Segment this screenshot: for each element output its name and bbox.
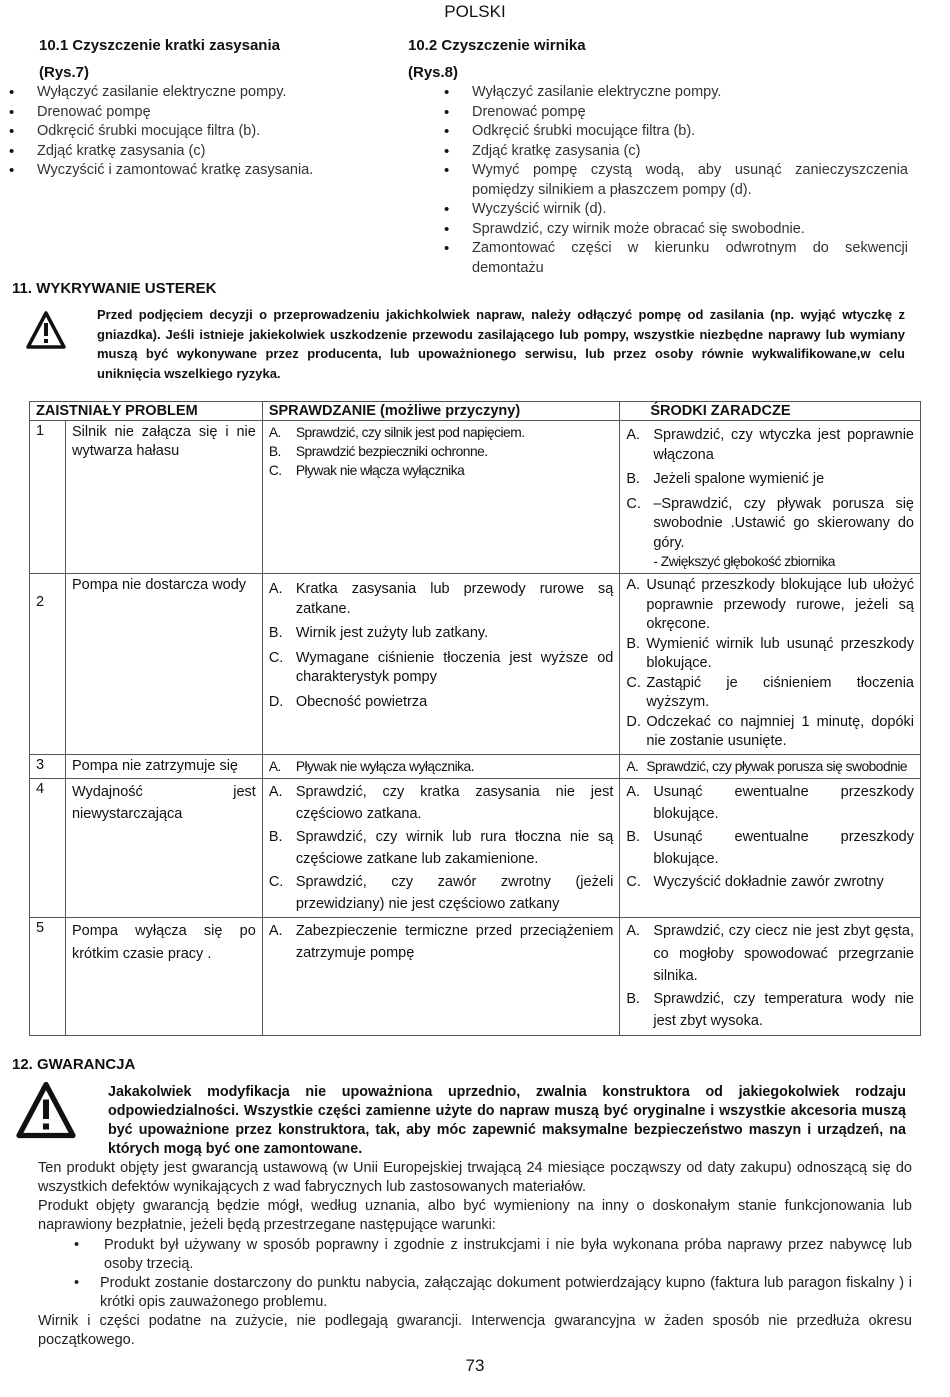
figure-ref: (Rys.8)	[408, 64, 459, 81]
list-item: • Zdjąć kratkę zasysania (c)	[434, 142, 908, 162]
section-10-2	[408, 37, 908, 278]
warranty-conditions-list	[38, 1236, 912, 1312]
section-12-title: 12. GWARANCJA	[12, 1056, 136, 1073]
section-title: 10.2 Czyszczenie wirnika	[408, 37, 586, 54]
list-item: • Odkręcić śrubki mocujące filtra (b).	[0, 122, 399, 142]
figure-ref: (Rys.7)	[39, 64, 90, 81]
checks-cell: A. Pływak nie wyłącza wyłącznika.	[262, 754, 620, 779]
checks-cell: A. Sprawdzić, czy silnik jest pod napięciem. B. Sprawdzić bezpieczniki ochronne. C. Pływak nie włącza wyłącznika	[262, 421, 620, 574]
warranty-warning-text: Jakakolwiek modyfikacja nie upoważniona uprzednio, zwalnia konstruktora od jakiegokolwiek rodzaju odpowiedzialności. Wszystkie części zamienne użyte do napraw muszą być oryginalne i wszystkie akcesoria muszą być upoważnione przez konstruktora, tak, aby móc zapewnić maksymalne bezpieczeństwo maszyn i urządzeń, na których mogą być one zamontowane.	[108, 1084, 906, 1157]
header-remedies: ŚRODKI ZARADCZE	[620, 402, 921, 421]
problem-cell: Silnik nie załącza się i nie wytwarza hałasu	[65, 421, 262, 574]
row-number: 3	[30, 754, 66, 779]
checks-cell: A. Kratka zasysania lub przewody rurowe są zatkane. B. Wirnik jest zużyty lub zatkany. C. Wymagane ciśnienie tłoczenia jest wyższe od charakterystyk pompy D. Obecność powietrza	[262, 574, 620, 755]
remedies-cell: A. Sprawdzić, czy pływak porusza się swobodnie	[620, 754, 921, 779]
list-item: • Sprawdzić, czy wirnik może obracać się swobodnie.	[434, 220, 908, 240]
remedies-cell: A. Sprawdzić, czy wtyczka jest poprawnie włączona B. Jeżeli spalone wymienić je C. –Sprawdzić, czy pływak porusza się swobodnie .Ustawić go skierowany do góry. - Zwiększyć głębokość zbiornika	[620, 421, 921, 574]
instruction-list	[434, 83, 908, 278]
header-problem: ZAISTNIAŁY PROBLEM	[30, 402, 263, 421]
table-row	[30, 421, 921, 574]
table-row	[30, 574, 921, 755]
section-11-title: 11. WYKRYWANIE USTEREK	[12, 280, 217, 297]
checks-cell: A. Sprawdzić, czy kratka zasysania nie jest częściowo zatkana. B. Sprawdzić, czy wirnik lub rura tłoczna nie są częściowe zatkane lub zakamienione. C. Sprawdzić, czy zawór zwrotny (jeżeli przewidziany) nie jest częściowo zatkany	[262, 779, 620, 918]
problem-cell: Pompa nie dostarcza wody	[65, 574, 262, 755]
troubleshooting-table	[29, 401, 921, 1036]
row-number: 1	[30, 421, 66, 574]
list-item: • Zdjąć kratkę zasysania (c)	[0, 142, 399, 162]
table-header-row	[30, 402, 921, 421]
header-checks: SPRAWDZANIE (możliwe przyczyny)	[262, 402, 620, 421]
list-item: • Drenować pompę	[0, 103, 399, 123]
table-row	[30, 779, 921, 918]
warning-icon	[26, 310, 66, 350]
list-item: • Odkręcić śrubki mocujące filtra (b).	[434, 122, 908, 142]
row-number: 4	[30, 779, 66, 918]
table-row	[30, 918, 921, 1036]
list-item: • Drenować pompę	[434, 103, 908, 123]
checks-cell: A. Zabezpieczenie termiczne przed przeciążeniem zatrzymuje pompę	[262, 918, 620, 1036]
warning-icon	[15, 1080, 77, 1140]
remedies-cell: A. Usunąć ewentualne przeszkody blokujące. B. Usunąć ewentualne przeszkody blokujące. C. Wyczyścić dokładnie zawór zwrotny	[620, 779, 921, 918]
row-number: 5	[30, 918, 66, 1036]
section-title: 10.1 Czyszczenie kratki zasysania	[39, 37, 280, 54]
page-number: 73	[465, 1356, 485, 1375]
list-item: • Produkt zostanie dostarczony do punktu nabycia, załączając dokument potwierdzający kupno (faktura lub paragon fiskalny ) i krótki opis zauważonego problemu.	[38, 1274, 912, 1312]
problem-cell: Pompa wyłącza się po krótkim czasie pracy .	[65, 918, 262, 1036]
table-row	[30, 754, 921, 779]
row-number: 2	[30, 574, 66, 755]
remedies-cell: A. Sprawdzić, czy ciecz nie jest zbyt gęsta, co mogłoby spowodować przegrzanie silnika. B. Sprawdzić, czy temperatura wody nie jest zbyt wysoka.	[620, 918, 921, 1036]
list-item: • Wymyć pompę czystą wodą, aby usunąć zanieczyszczenia pomiędzy silnikiem a płaszczem pompy (d).	[434, 161, 908, 200]
warranty-paragraph: Wirnik i części podatne na zużycie, nie podlegają gwarancji. Interwencja gwarancyjna w żaden sposób nie przedłuża okresu początkowego.	[38, 1313, 912, 1348]
list-item: • Wyłączyć zasilanie elektryczne pompy.	[434, 83, 908, 103]
list-item: • Wyłączyć zasilanie elektryczne pompy.	[0, 83, 399, 103]
list-item: • Wyczyścić i zamontować kratkę zasysania.	[0, 161, 399, 181]
section-10-1	[39, 37, 399, 181]
warning-text: Przed podjęciem decyzji o przeprowadzeniu jakichkolwiek napraw, należy odłączyć pompę od zasilania (np. wyjąć wtyczkę z gniazdka). Jeśli istnieje jakiekolwiek uszkodzenie przewodu zasilającego lub pompy, wszystkie niezbędne naprawy lub wymiany muszą być wykonywane przez producenta, lub upoważnionego serwisu, lub przez osoby równie wykwalifikowane,w celu uniknięcia wszelkiego ryzyka.	[97, 307, 905, 381]
warranty-paragraph: Ten produkt objęty jest gwarancją ustawową (w Unii Europejskiej trwającą 24 miesiące począwszy od daty zakupu) odnoszącą się do wszystkich defektów wynikających z wad fabrycznych lub zastosowanych materiałów.	[38, 1160, 912, 1195]
list-item: • Wyczyścić wirnik (d).	[434, 200, 908, 220]
warranty-paragraph: Produkt objęty gwarancją będzie mógł, według uznania, albo być wymieniony na inny o doskonałym stanie funkcjonowania lub naprawiony bezpłatnie, jeżeli będą przestrzegane następujące warunki:	[38, 1198, 912, 1233]
instruction-list	[0, 83, 399, 181]
remedies-cell: A. Usunąć przeszkody blokujące lub ułożyć poprawnie przewody rurowe, jeżeli są okręcone. B. Wymienić wirnik lub usunąć przeszkody blokujące. C. Zastąpić je ciśnieniem tłoczenia wyższym. D. Odczekać co najmniej 1 minutę, dopóki nie zostanie usunięte.	[620, 574, 921, 755]
problem-cell: Wydajność jest niewystarczająca	[65, 779, 262, 918]
remedy-extra: - Zwiększyć głębokość zbiornika	[653, 554, 835, 569]
problem-cell: Pompa nie zatrzymuje się	[65, 754, 262, 779]
language-header: POLSKI	[444, 2, 506, 21]
list-item: • Zamontować części w kierunku odwrotnym do sekwencji demontażu	[434, 239, 908, 278]
list-item: • Produkt był używany w sposób poprawny i zgodnie z instrukcjami i nie była wykonana próba naprawy przez nabywcę lub osoby trzecią.	[38, 1236, 912, 1274]
